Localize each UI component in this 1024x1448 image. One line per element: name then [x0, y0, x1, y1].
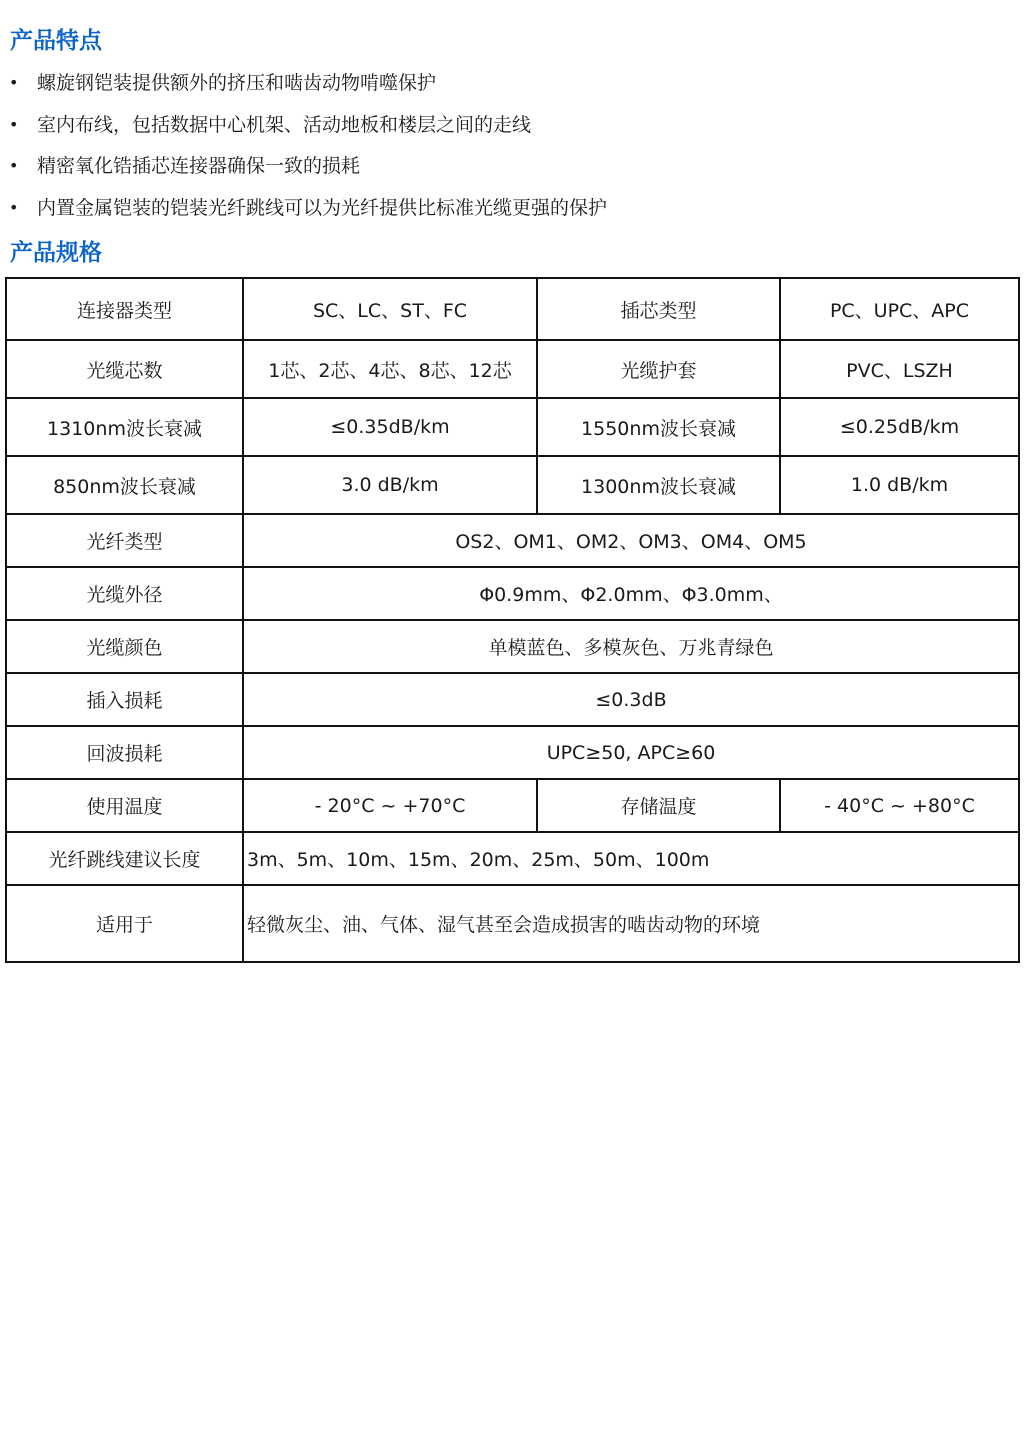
spec-value: SC、LC、ST、FC [243, 278, 537, 340]
feature-item [0, 64, 607, 106]
feature-item [0, 106, 607, 148]
table-row [6, 278, 1019, 340]
spec-value: 3m、5m、10m、15m、20m、25m、50m、100m [243, 832, 1019, 885]
spec-label: 1550nm波长衰减 [537, 398, 780, 456]
spec-label: 光纤跳线建议长度 [6, 832, 243, 885]
spec-label: 1300nm波长衰减 [537, 456, 780, 514]
table-row [6, 779, 1019, 832]
feature-text: 内置金属铠装的铠装光纤跳线可以为光纤提供比标准光缆更强的保护 [37, 196, 608, 219]
spec-value: 3.0 dB/km [243, 456, 537, 514]
bullet-icon: • [9, 73, 19, 92]
feature-list [0, 64, 607, 230]
spec-label: 连接器类型 [6, 278, 243, 340]
table-row [6, 673, 1019, 726]
spec-label: 回波损耗 [6, 726, 243, 779]
spec-value: - 20°C ~ +70°C [243, 779, 537, 832]
spec-value: Φ0.9mm、Φ2.0mm、Φ3.0mm、 [243, 567, 1019, 620]
feature-text: 螺旋钢铠装提供额外的挤压和啮齿动物啃噬保护 [37, 72, 437, 94]
table-row [6, 398, 1019, 456]
spec-value: - 40°C ~ +80°C [780, 779, 1019, 832]
spec-value: ≤0.35dB/km [243, 398, 537, 456]
spec-value: OS2、OM1、OM2、OM3、OM4、OM5 [243, 514, 1019, 567]
spec-label: 光缆颜色 [6, 620, 243, 673]
feature-text: 室内布线，包括数据中心机架、活动地板和楼层之间的走线 [37, 113, 532, 136]
spec-table [5, 277, 1020, 963]
features-heading: 产品特点 [10, 28, 102, 54]
spec-value: ≤0.25dB/km [780, 398, 1019, 456]
spec-value: PC、UPC、APC [780, 278, 1019, 340]
spec-label: 850nm波长衰减 [6, 456, 243, 514]
spec-label: 存储温度 [537, 779, 780, 832]
spec-label: 插芯类型 [537, 278, 780, 340]
table-row [6, 885, 1019, 962]
spec-value: 1芯、2芯、4芯、8芯、12芯 [243, 340, 537, 398]
feature-text: 精密氧化锆插芯连接器确保一致的损耗 [37, 155, 361, 177]
table-row [6, 726, 1019, 779]
spec-label: 使用温度 [6, 779, 243, 832]
spec-label: 光缆外径 [6, 567, 243, 620]
bullet-icon: • [9, 114, 19, 134]
spec-value: 1.0 dB/km [780, 456, 1019, 514]
spec-value: 轻微灰尘、油、气体、湿气甚至会造成损害的啮齿动物的环境 [243, 885, 1019, 962]
spec-label: 1310nm波长衰减 [6, 398, 243, 456]
bullet-icon: • [9, 156, 19, 175]
table-row [6, 514, 1019, 567]
spec-value: PVC、LSZH [780, 340, 1019, 398]
specs-heading: 产品规格 [10, 240, 102, 266]
table-row [6, 456, 1019, 514]
spec-label: 光缆芯数 [6, 340, 243, 398]
spec-label: 插入损耗 [6, 673, 243, 726]
spec-label: 光缆护套 [537, 340, 780, 398]
spec-value: 单模蓝色、多模灰色、万兆青绿色 [243, 620, 1019, 673]
bullet-icon: • [9, 197, 19, 217]
spec-value: UPC≥50, APC≥60 [243, 726, 1019, 779]
table-row [6, 832, 1019, 885]
spec-value: ≤0.3dB [243, 673, 1019, 726]
feature-item [0, 189, 607, 231]
spec-label: 适用于 [6, 885, 243, 962]
table-row [6, 340, 1019, 398]
spec-label: 光纤类型 [6, 514, 243, 567]
feature-item [0, 147, 607, 189]
table-row [6, 620, 1019, 673]
table-row [6, 567, 1019, 620]
